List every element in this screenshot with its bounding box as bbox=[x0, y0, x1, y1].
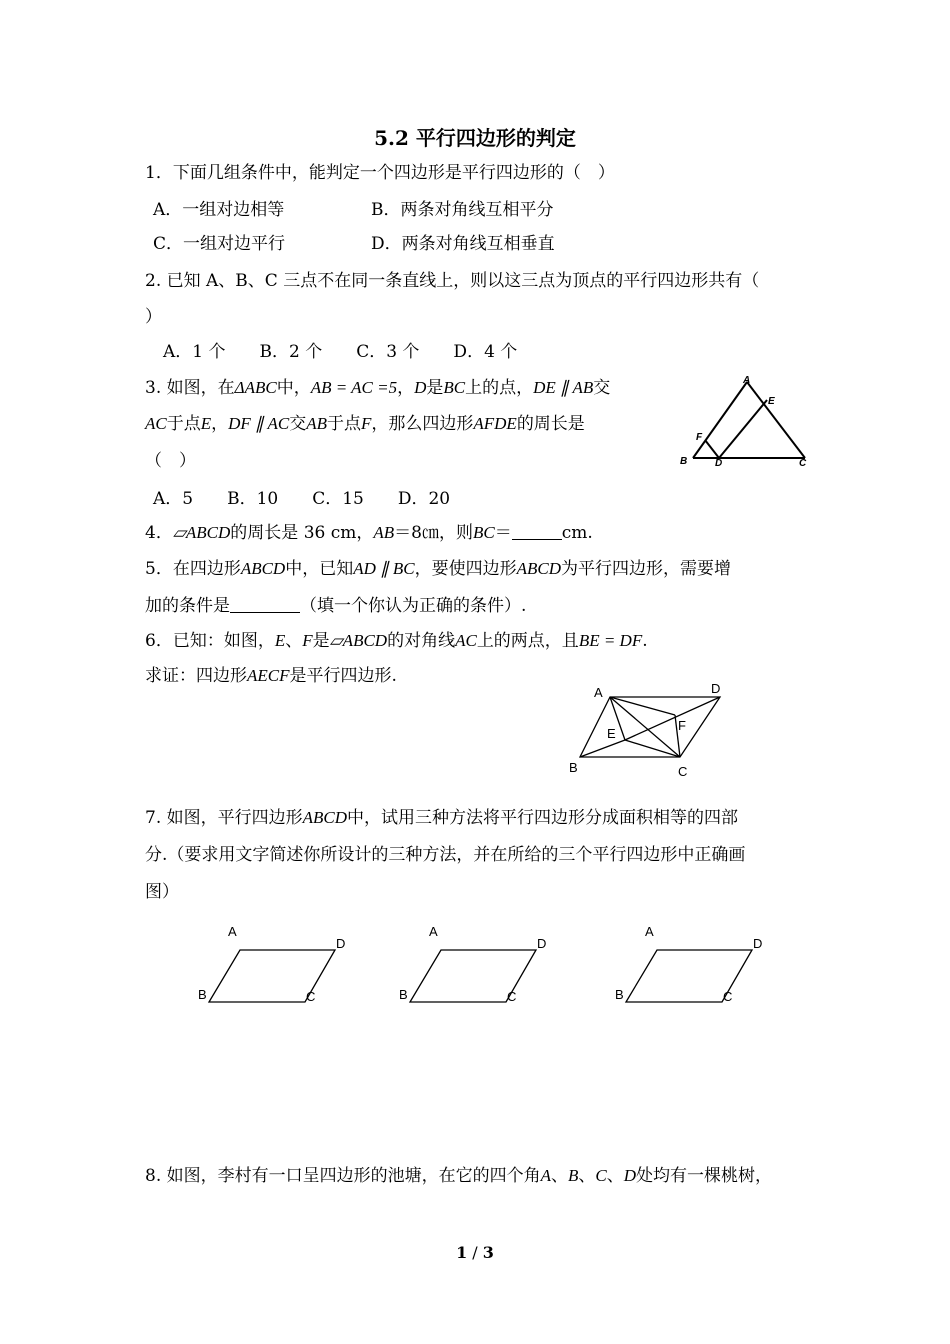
q5-line-1: 5．在四边形ABCD中，已知AD ∥ BC，要使四边形ABCD为平行四边形，需要增 bbox=[145, 559, 731, 579]
q6-line-2: 求证：四边形AECF是平行四边形. bbox=[145, 666, 397, 686]
label-a: A bbox=[429, 924, 438, 939]
label-b: B bbox=[198, 987, 207, 1002]
tri-segment-df bbox=[705, 440, 719, 458]
tri-side-ab bbox=[693, 382, 747, 458]
label-a: A bbox=[228, 924, 237, 939]
label-b: B bbox=[680, 456, 688, 467]
label-d: D bbox=[336, 936, 346, 951]
label-e: E bbox=[768, 396, 775, 407]
q1-option-b: B．两条对角线互相平分 bbox=[371, 200, 554, 220]
q3-paren: （ ） bbox=[145, 451, 196, 471]
label-b: B bbox=[569, 760, 578, 775]
label-d: D bbox=[537, 936, 547, 951]
label-c: C bbox=[678, 764, 688, 779]
page-number: 1 / 3 bbox=[456, 1243, 494, 1262]
label-d: D bbox=[711, 681, 721, 696]
label-d: D bbox=[715, 458, 723, 469]
q4-answer-blank[interactable] bbox=[512, 523, 562, 540]
label-f: F bbox=[696, 432, 703, 443]
q3-line-1: 3. 如图，在ΔABC中，AB = AC =5，D是BC上的点，DE ∥ AB交 bbox=[145, 378, 611, 398]
tri-side-ac bbox=[747, 382, 805, 458]
label-c: C bbox=[799, 458, 807, 469]
q8-line-1: 8. 如图，李村有一口呈四边形的池塘，在它的四个角A、B、C、D处均有一棵桃树， bbox=[145, 1166, 773, 1186]
label-d: D bbox=[753, 936, 763, 951]
q7-line-2: 分.（要求用文字简述你所设计的三种方法，并在所给的三个平行四边形中正确画 bbox=[145, 845, 746, 865]
q7-parallelogram-2 bbox=[396, 920, 561, 1015]
label-c: C bbox=[723, 989, 733, 1004]
label-a: A bbox=[645, 924, 654, 939]
label-a: A bbox=[743, 375, 751, 386]
label-c: C bbox=[507, 989, 517, 1004]
label-f: F bbox=[678, 718, 686, 733]
q3-options: A．5 B．10 C．15 D．20 bbox=[153, 489, 451, 509]
q6-line-1: 6．已知：如图，E、F是▱ABCD的对角线AC上的两点，且BE = DF. bbox=[145, 631, 648, 651]
label-a: A bbox=[594, 685, 603, 700]
q7-line-3: 图） bbox=[145, 882, 179, 902]
q1-option-d: D．两条对角线互相垂直 bbox=[371, 234, 555, 254]
q4-line: 4．▱ABCD的周长是 36 cm，AB＝8㎝，则BC＝ cm. bbox=[145, 523, 593, 543]
label-c: C bbox=[306, 989, 316, 1004]
q5-line-2: 加的条件是 （填一个你认为正确的条件）. bbox=[145, 596, 527, 616]
q2-options: A．1 个 B．2 个 C．3 个 D．4 个 bbox=[163, 342, 518, 362]
q7-parallelogram-3 bbox=[612, 920, 777, 1015]
label-e: E bbox=[607, 726, 616, 741]
q1-option-a: A．一组对边相等 bbox=[153, 200, 285, 220]
q1-stem: 1．下面几组条件中，能判定一个四边形是平行四边形的（ ） bbox=[145, 163, 615, 183]
q7-parallelogram-1 bbox=[195, 920, 360, 1015]
q7-line-1: 7. 如图，平行四边形ABCD中，试用三种方法将平行四边形分成面积相等的四部 bbox=[145, 808, 739, 828]
q3-triangle-figure bbox=[675, 374, 815, 469]
q1-option-c: C．一组对边平行 bbox=[153, 234, 286, 254]
parallelogram-shape bbox=[209, 950, 335, 1002]
label-b: B bbox=[615, 987, 624, 1002]
q5-answer-blank[interactable] bbox=[230, 596, 300, 613]
q2-stem-2: ） bbox=[145, 307, 162, 327]
q3-line-2: AC于点E，DF ∥ AC交AB于点F，那么四边形AFDE的周长是 bbox=[145, 414, 585, 434]
tri-segment-de bbox=[719, 400, 767, 458]
q2-stem-1: 2. 已知 A、B、C 三点不在同一条直线上，则以这三点为顶点的平行四边形共有（ bbox=[145, 271, 760, 291]
label-b: B bbox=[399, 987, 408, 1002]
parallelogram-shape bbox=[626, 950, 752, 1002]
page-title: 5.2 平行四边形的判定 bbox=[374, 126, 576, 150]
parallelogram-shape bbox=[410, 950, 536, 1002]
q6-parallelogram-figure bbox=[565, 680, 735, 780]
segment-ec bbox=[625, 740, 680, 757]
